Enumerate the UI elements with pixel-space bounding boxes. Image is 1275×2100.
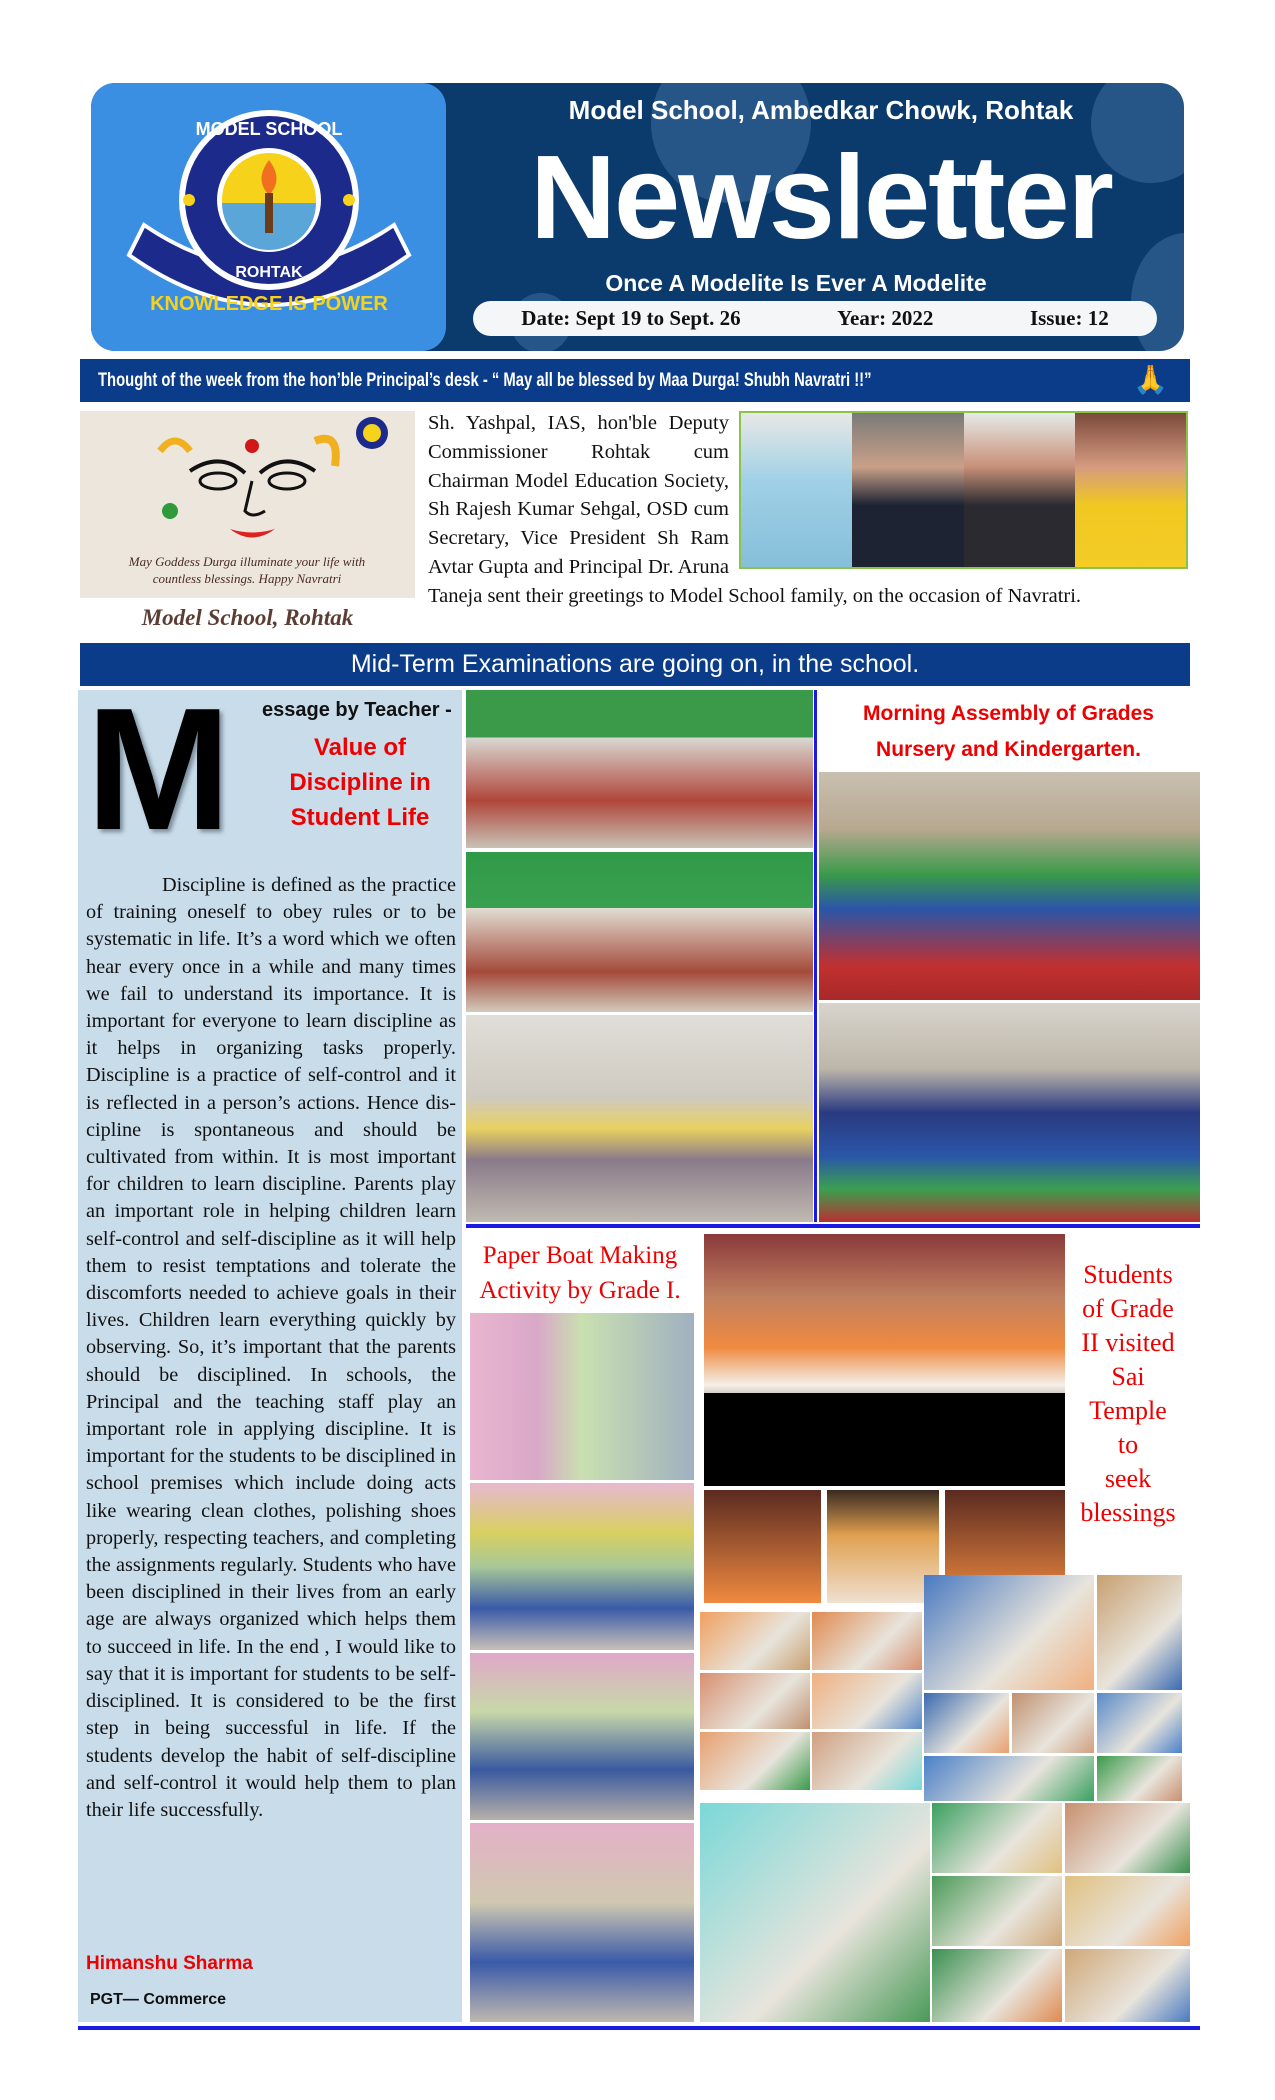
photo-principal bbox=[1075, 413, 1186, 567]
sai-temple-title bbox=[1071, 1258, 1185, 1530]
title-line: Students bbox=[1083, 1260, 1173, 1289]
photo-vice-president bbox=[964, 413, 1075, 567]
title-line: II visited bbox=[1081, 1328, 1175, 1357]
message-body: Discipline is defined as the practice of training oneself to obey rules or to be systematic in life. It’s a word which we often hear every once in a while and many times we fail to understand its importance. It is important for everyone to learn discipline as it helps in organizing tasks properly. Discipline is a practice of self-control and it is reflected in a person’s actions. Hence discipline is spontaneous and should be cultivated from within. It is most important for children to learn discipline. Parents play an important role in helping children learn self-control and self-discipline as it will help them to resist temptations and tolerate the discomforts needed to achieve goals in their lives. Children learn everything quickly by observing. So, it’s important that the parents should be disciplined. In schools, the Principal and the teaching staff play an important role in applying discipline. It is important for the students to be disciplined in school premises which include doing acts like wearing clean clothes, polishing shoes properly, respecting teachers, and completing the assignments regularly. Students who have been disciplined in their lives from an early age are always organized which helps them to succeed in life. In the end , I would like to say that it is important for students to be self-disciplined. It is considered to be the first step in being successful in life. If the students develop the habit of self-discipline and self-control it would help them to plan their life successfully. bbox=[86, 874, 456, 1821]
title-line: Discipline in bbox=[289, 769, 431, 796]
collage-photo bbox=[1097, 1756, 1182, 1801]
collage-photo bbox=[1065, 1949, 1190, 2022]
durga-illustration bbox=[80, 411, 415, 598]
sai-temple-photo bbox=[827, 1490, 939, 1603]
thought-text: Thought of the week from the hon’ble Principal’s desk - “ May all be blessed by Maa Durga! Shubh Navratri !!” bbox=[98, 369, 872, 391]
thought-of-week-bar bbox=[80, 359, 1190, 402]
collage-photo bbox=[700, 1612, 810, 1670]
assembly-photo bbox=[819, 1003, 1200, 1222]
sai-temple-photo bbox=[704, 1490, 821, 1603]
logo-panel bbox=[91, 83, 446, 351]
collage-photo bbox=[700, 1732, 810, 1790]
svg-text:ROHTAK: ROHTAK bbox=[235, 264, 303, 281]
paper-boat-title bbox=[466, 1238, 694, 1308]
title-line: blessings bbox=[1080, 1498, 1176, 1527]
collage-photo bbox=[812, 1673, 922, 1729]
paper-boat-photo bbox=[470, 1823, 694, 2022]
collage-photo bbox=[924, 1756, 1094, 1801]
title-line: Morning Assembly of Grades bbox=[863, 702, 1154, 725]
title-line: Value of bbox=[313, 734, 407, 761]
exam-photo bbox=[466, 852, 813, 1012]
newsletter-header bbox=[91, 83, 1184, 351]
bottom-rule bbox=[78, 2026, 1200, 2030]
title-line: Student Life bbox=[290, 804, 430, 831]
paper-boat-photo bbox=[470, 1653, 694, 1820]
title-line: Sai bbox=[1111, 1362, 1145, 1391]
author-role: PGT— Commerce bbox=[90, 1991, 227, 2008]
assembly-photo bbox=[819, 772, 1200, 1000]
collage-photo bbox=[1065, 1876, 1190, 1946]
collage-photo bbox=[924, 1693, 1009, 1753]
title-line: Paper Boat Making bbox=[482, 1242, 678, 1269]
school-logo bbox=[119, 105, 419, 330]
navratri-greeting-card bbox=[80, 411, 415, 598]
photo-secretary bbox=[852, 413, 963, 567]
paper-boat-photo bbox=[470, 1483, 694, 1650]
message-title bbox=[254, 730, 466, 835]
svg-text:KNOWLEDGE IS POWER: KNOWLEDGE IS POWER bbox=[150, 293, 388, 315]
exam-photo bbox=[466, 690, 813, 848]
paper-boat-photo bbox=[470, 1313, 694, 1480]
collage-photo bbox=[924, 1575, 1094, 1690]
collage-photo bbox=[932, 1876, 1062, 1946]
section-rule bbox=[466, 1224, 1200, 1228]
title-line: to bbox=[1117, 1430, 1139, 1459]
greeting-caption: Model School, Rohtak bbox=[141, 605, 354, 630]
svg-text:May Goddess Durga illuminate y: May Goddess Durga illuminate your life with bbox=[128, 554, 366, 569]
collage-photo bbox=[812, 1612, 922, 1670]
photo-dc bbox=[741, 413, 852, 567]
teacher-message-column bbox=[78, 671, 462, 2022]
collage-photo bbox=[1065, 1803, 1190, 1873]
tagline: Once A Modelite Is Ever A Modelite bbox=[605, 270, 987, 296]
newsletter-title: Newsletter bbox=[530, 131, 1112, 264]
collage-photo bbox=[1097, 1693, 1182, 1753]
title-line: Nursery and Kindergarten. bbox=[876, 738, 1141, 761]
midterm-text: Mid-Term Examinations are going on, in the school. bbox=[350, 650, 920, 678]
folded-hands-icon: 🙏 bbox=[1133, 364, 1168, 395]
svg-text:countless blessings. Happy Nav: countless blessings. Happy Navratri bbox=[152, 571, 342, 586]
dignitaries-photos bbox=[739, 411, 1188, 569]
collage-photo bbox=[700, 1673, 810, 1729]
collage-photo bbox=[932, 1949, 1062, 2022]
svg-text:MODEL SCHOOL: MODEL SCHOOL bbox=[195, 119, 343, 139]
greeting-text: Sh. Yashpal, IAS, hon'ble Deputy Commissioner Rohtak cum Chairman Model Education Society, Sh Rajesh Kumar Sehgal, OSD cum Secretary, Vice President Sh Ram Avtar Gupta and Principal Dr. Aruna Taneja sent their greetings to Model School family, on the occasion of Navratri. bbox=[428, 412, 1082, 607]
author-name: Himanshu Sharma bbox=[86, 1953, 253, 1974]
collage-photo bbox=[700, 1803, 930, 2022]
issue-year: Year: 2022 bbox=[837, 306, 934, 330]
title-line: seek bbox=[1104, 1464, 1152, 1493]
greeting-text-block bbox=[428, 409, 1180, 611]
midterm-banner bbox=[80, 643, 1190, 686]
assembly-title bbox=[817, 696, 1200, 768]
title-line: Activity by Grade I. bbox=[479, 1277, 681, 1304]
sai-temple-photo bbox=[704, 1234, 1065, 1486]
title-line: Temple bbox=[1089, 1396, 1167, 1425]
column-divider bbox=[814, 690, 817, 1222]
issue-number: Issue: 12 bbox=[1029, 306, 1109, 330]
school-name: Model School, Ambedkar Chowk, Rohtak bbox=[568, 95, 1074, 125]
exam-photo bbox=[466, 1015, 813, 1222]
issue-date: Date: Sept 19 to Sept. 26 bbox=[521, 306, 741, 330]
issue-info bbox=[473, 301, 1157, 336]
message-heading: essage by Teacher - bbox=[262, 699, 452, 721]
collage-photo bbox=[932, 1803, 1062, 1873]
collage-photo bbox=[1097, 1575, 1182, 1690]
title-line: of Grade bbox=[1082, 1294, 1174, 1323]
drop-cap: M bbox=[86, 671, 231, 866]
collage-photo bbox=[812, 1732, 922, 1790]
collage-photo bbox=[1012, 1693, 1094, 1753]
